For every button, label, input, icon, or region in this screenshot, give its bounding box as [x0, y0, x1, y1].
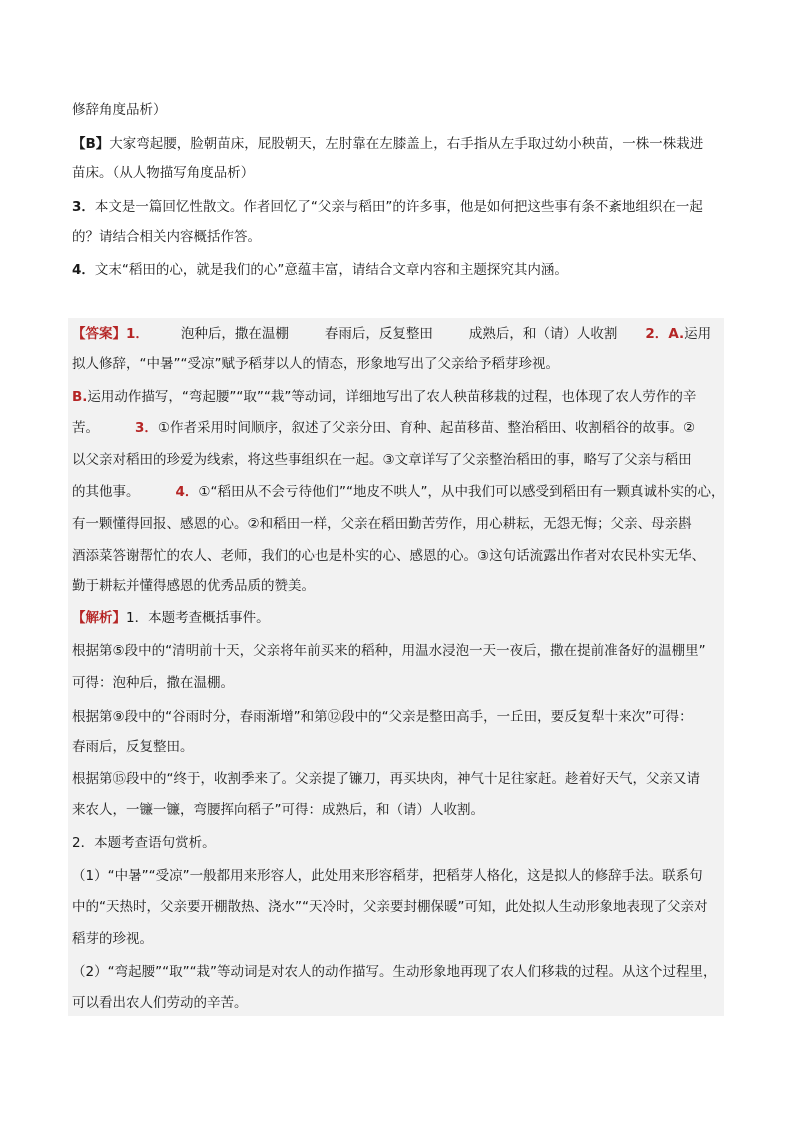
answer-2b-text-end: 苦。 [72, 420, 99, 436]
analysis-line-1 [72, 608, 270, 628]
answer-2b-tag: B. [72, 389, 88, 405]
analysis-line-3: 可得：泡种后，撒在温棚。 [72, 675, 234, 691]
answer-2b-text: 运用动作描写，“弯起腰”“取”“栽”等动词，详细地写出了农人秧苗移栽的过程，也体现了农人劳作的辛 [87, 389, 697, 405]
answer-2a-tag: A. [668, 326, 685, 342]
answer-line-9: 勤于耕耘并懂得感恩的优秀品质的赞美。 [72, 578, 315, 594]
answer-line-4 [72, 418, 695, 438]
question-3-number: 3． [72, 199, 95, 215]
answer-line-1 [72, 324, 711, 344]
answer-2-number: 2． [645, 326, 669, 342]
analysis-line-6: 根据第⑮段中的“终于，收割季来了。父亲提了镰刀，再买块肉，神气十足往家赶。趁着好天气，父亲又请 [72, 771, 700, 787]
analysis-line-10: 中的“天热时，父亲要开棚散热、浇水”“天冷时，父亲要封棚保暖”可知，此处拟人生动形象地表现了父亲对 [72, 899, 708, 915]
analysis-line-2: 根据第⑤段中的“清明前十天，父亲将年前买来的稻种，用温水浸泡一天一夜后，撒在提前准备好的温棚里” [72, 643, 706, 659]
answer-1-point-1: 泡种后，撒在温棚 [180, 326, 289, 342]
question-2b-text: 大家弯起腰，脸朝苗床，屁股朝天，左肘靠在左膝盖上，右手指从左手取过幼小秧苗，一株一株栽进 [109, 136, 704, 152]
answer-1-number: 1． [126, 326, 149, 342]
question-2b-line-1 [72, 134, 724, 155]
answer-4-text: ①“稻田从不会亏待他们”“地皮不哄人”，从中我们可以感受到稻田有一颗真诚朴实的心， [198, 484, 725, 500]
question-2b-tag: 【B】 [72, 136, 110, 152]
analysis-line-4: 根据第⑨段中的“谷雨时分，春雨渐增”和第⑫段中的“父亲是整田高手，一丘田，要反复犁十来次”可得： [72, 709, 693, 725]
answer-line-2: 拟人修辞，“中暑”“受凉”赋予稻芽以人的情态，形象地写出了父亲给予稻芽珍视。 [72, 356, 559, 372]
question-2b-line-2: 苗床。（从人物描写角度品析） [72, 165, 255, 181]
analysis-tag: 【解析】 [72, 610, 126, 626]
analysis-line-7: 来农人，一镰一镰，弯腰挥向稻子”可得：成熟后，和（请）人收割。 [72, 802, 484, 818]
answer-2a-text: 运用 [684, 326, 712, 342]
question-4-text: 文末“稻田的心，就是我们的心”意蕴丰富，请结合文章内容和主题探究其内涵。 [94, 262, 568, 278]
analysis-line-13: 可以看出农人们劳动的辛苦。 [72, 995, 248, 1011]
answer-3-text-end: 的其他事。 [72, 484, 140, 500]
answer-line-3 [72, 387, 696, 407]
analysis-line-8: 2．本题考查语句赏析。 [72, 835, 216, 851]
answer-line-5: 以父亲对稻田的珍爱为线索，将这些事组织在一起。③文章详写了父亲整治稻田的事，略写了父亲与稻田 [72, 452, 692, 468]
question-4-number: 4． [72, 262, 95, 278]
question-3-line-2: 的？请结合相关内容概括作答。 [72, 229, 261, 245]
question-2-tail: 修辞角度品析） [72, 102, 167, 118]
answer-line-8: 酒添菜答谢帮忙的农人、老师，我们的心也是朴实的心、感恩的心。③这句话流露出作者对农民朴实无华、 [72, 548, 706, 564]
answer-tag: 【答案】 [72, 326, 126, 342]
answer-1-point-3: 成熟后，和（请）人收割 [468, 326, 618, 342]
analysis-1-heading: 1．本题考查概括事件。 [126, 610, 270, 626]
answer-3-text: ①作者采用时间顺序，叙述了父亲分田、育种、起苗移苗、整治稻田、收割稻谷的故事。② [157, 420, 696, 436]
answer-line-7: 有一颗懂得回报、感恩的心。②和稻田一样，父亲在稻田勤苦劳作，用心耕耘，无怨无悔；父亲、母亲斟 [72, 516, 692, 532]
question-3-line-1 [72, 197, 724, 218]
analysis-line-11: 稻芽的珍视。 [72, 931, 153, 947]
analysis-line-12: （2）“弯起腰”“取”“栽”等动词是对农人的动作描写。生动形象地再现了农人们移栽的过程。从这个过程里， [72, 964, 717, 980]
answer-1-point-2: 春雨后，反复整田 [324, 326, 433, 342]
analysis-line-9: （1）“中暑”“受凉”一般都用来形容人，此处用来形容稻芽，把稻芽人格化，这是拟人的修辞手法。联系句 [72, 868, 703, 884]
answer-line-6 [72, 482, 724, 502]
answer-4-number: 4． [175, 484, 199, 500]
question-4 [72, 260, 724, 281]
question-3-text: 本文是一篇回忆性散文。作者回忆了“父亲与稻田”的许多事，他是如何把这些事有条不紊地组织在一起 [94, 199, 703, 215]
answer-3-number: 3． [135, 420, 158, 436]
analysis-line-5: 春雨后，反复整田。 [72, 739, 194, 755]
